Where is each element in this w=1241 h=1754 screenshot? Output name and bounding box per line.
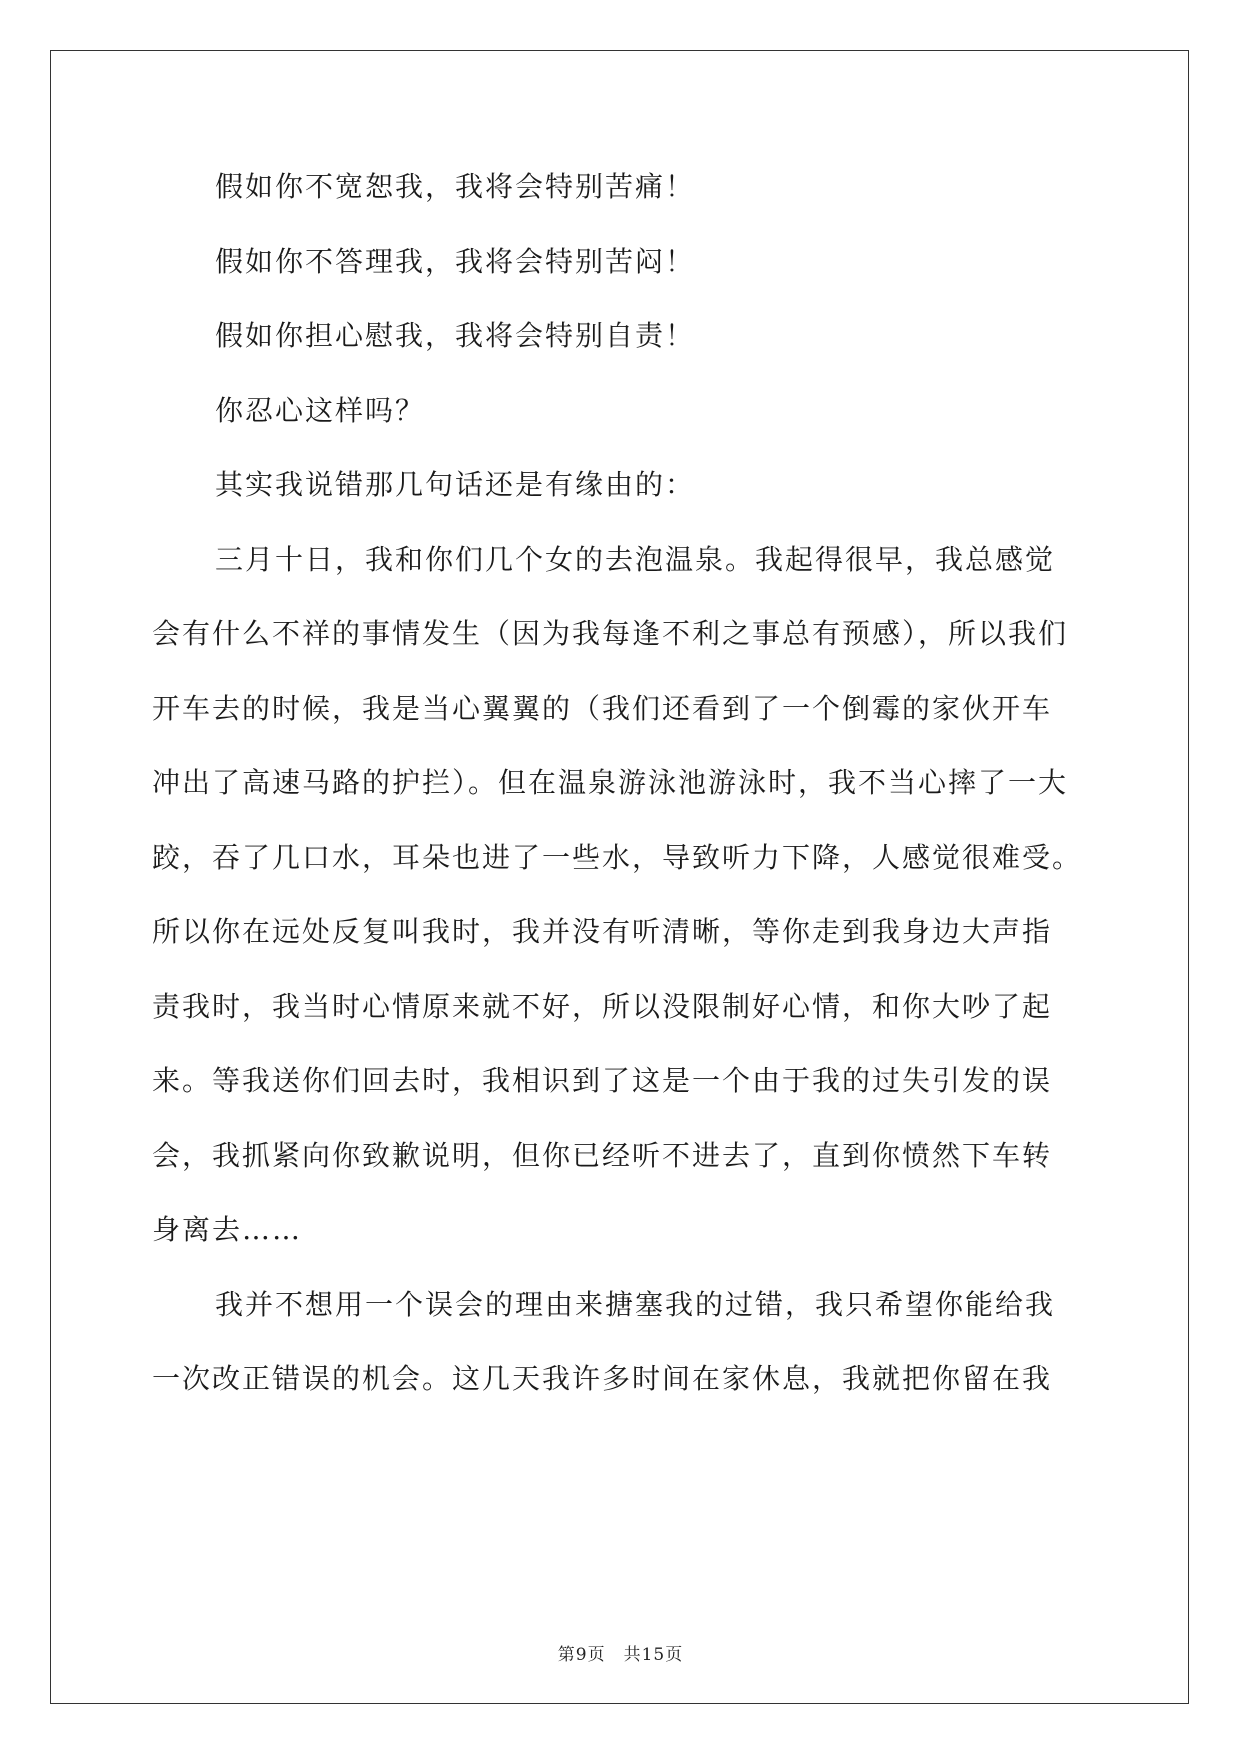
paragraph-3: 假如你担心慰我，我将会特别自责！ xyxy=(215,319,696,352)
paragraph-4: 你忍心这样吗？ xyxy=(215,393,426,427)
closing-paragraph xyxy=(152,1276,1100,1408)
story-line: 来。等我送你们回去时，我相识到了这是一个由于我的过失引发的误 xyxy=(152,1064,1053,1097)
page-number-footer: 第9页 共15页 xyxy=(557,1645,684,1665)
paragraph-5: 其实我说错那几句话还是有缘由的： xyxy=(215,468,696,501)
story-line: 冲出了高速马路的护拦）。但在温泉游泳池游泳时，我不当心摔了一大 xyxy=(152,766,1069,799)
closing-line: 一次改正错误的机会。这几天我许多时间在家休息，我就把你留在我 xyxy=(152,1362,1053,1395)
story-line: 所以你在远处反复叫我时，我并没有听清晰，等你走到我身边大声指 xyxy=(152,915,1053,948)
story-line: 开车去的时候，我是当心翼翼的（我们还看到了一个倒霉的家伙开车 xyxy=(152,691,1053,725)
story-line: 会有什么不祥的事情发生（因为我每逢不利之事总有预感），所以我们 xyxy=(152,617,1069,650)
paragraph-1: 假如你不宽恕我，我将会特别苦痛！ xyxy=(215,170,696,203)
story-paragraph xyxy=(152,531,1100,1259)
document-body xyxy=(152,158,1100,1408)
closing-line: 我并不想用一个误会的理由来搪塞我的过错，我只希望你能给我 xyxy=(215,1287,1056,1321)
story-line: 会，我抓紧向你致歉说明，但你已经听不进去了，直到你愤然下车转 xyxy=(152,1138,1053,1172)
story-line: 三月十日，我和你们几个女的去泡温泉。我起得很早，我总感觉 xyxy=(215,542,1056,576)
story-line: 责我时，我当时心情原来就不好，所以没限制好心情，和你大吵了起 xyxy=(152,989,1053,1023)
paragraph-2: 假如你不答理我，我将会特别苦闷！ xyxy=(215,244,696,278)
story-line: 身离去…… xyxy=(152,1213,303,1246)
story-line: 跤，吞了几口水，耳朵也进了一些水，导致听力下降，人感觉很难受。 xyxy=(152,840,1083,874)
